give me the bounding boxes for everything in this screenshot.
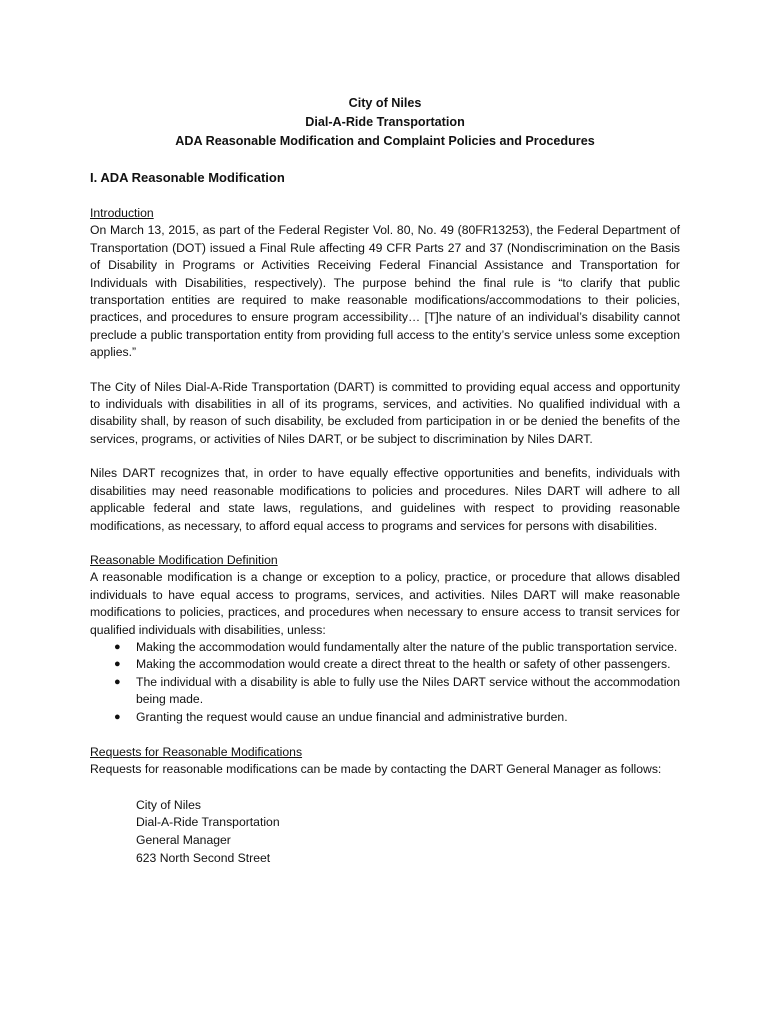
title-line-3: ADA Reasonable Modification and Complaint Policies and Procedures: [175, 134, 595, 148]
contact-address: [90, 797, 680, 867]
bullet-icon: ●: [114, 710, 121, 723]
list-item-text: Making the accommodation would fundamentally alter the nature of the public transportation service.: [136, 639, 678, 654]
definition-paragraph: A reasonable modification is a change or exception to a policy, practice, or procedure that allows disabled individuals to have equal access to programs, services, and activities. Niles DART will make reasonable modifications to policies, practices, and procedures when necessary to ensure access to transit services for qualified individuals with disabilities, unless:: [90, 570, 680, 637]
definition-subheading: Reasonable Modification Definition: [90, 552, 278, 567]
bullet-icon: ●: [114, 640, 121, 653]
list-item-text: The individual with a disability is able to fully use the Niles DART service without the accommodation being made.: [136, 674, 680, 707]
list-item: [114, 656, 680, 673]
requests-subheading: Requests for Reasonable Modifications: [90, 744, 303, 759]
list-item: [114, 639, 680, 656]
address-line: General Manager: [136, 832, 231, 847]
list-item-text: Granting the request would cause an undue financial and administrative burden.: [136, 709, 568, 724]
list-item: [114, 709, 680, 726]
exception-list: [90, 639, 680, 726]
recognition-paragraph: Niles DART recognizes that, in order to have equally effective opportunities and benefits, individuals with disabilities may need reasonable modifications to policies and procedures. Niles DART will adhere to all applicable federal and state laws, regulations, and guidelines with respect to providing reasonable modifications, as necessary, to afford equal access to programs and services for persons with disabilities.: [90, 466, 680, 533]
introduction-subheading: Introduction: [90, 206, 154, 220]
bullet-icon: ●: [114, 675, 121, 688]
requests-paragraph: Requests for reasonable modifications can be made by contacting the DART General Manager as follows:: [90, 762, 662, 777]
list-item-text: Making the accommodation would create a direct threat to the health or safety of other passengers.: [136, 657, 671, 672]
address-line: Dial-A-Ride Transportation: [136, 815, 280, 830]
title-line-1: City of Niles: [348, 96, 422, 110]
address-line: 623 North Second Street: [136, 850, 271, 865]
bullet-icon: ●: [114, 658, 121, 671]
document-title: [90, 94, 680, 151]
address-line: City of Niles: [136, 797, 202, 812]
introduction-paragraph: On March 13, 2015, as part of the Federal Register Vol. 80, No. 49 (80FR13253), the Federal Department of Transportation (DOT) issued a Final Rule affecting 49 CFR Parts 27 and 37 (Nondiscrimination on the Basis of Disability in Programs or Activities Receiving Federal Financial Assistance and Transportation for Individuals with Disabilities, respectively). The purpose behind the final rule is “to clarify that public transportation entities are required to make reasonable modifications/accommodations to their policies, practices, and procedures to ensure program accessibility… [T]he nature of an individual’s disability cannot preclude a public transportation entity from providing full access to the entity’s service unless some exception applies.”: [90, 223, 680, 360]
commitment-paragraph: The City of Niles Dial-A-Ride Transportation (DART) is committed to providing equal access and opportunity to individuals with disabilities in all of its programs, services, and activities. No qualified individual with a disability shall, by reason of such disability, be excluded from participation in or be denied the benefits of the services, programs, or activities of Niles DART, or be subject to discrimination by Niles DART.: [90, 379, 680, 446]
section-heading: I. ADA Reasonable Modification: [90, 170, 285, 185]
list-item: [114, 674, 680, 709]
title-line-2: Dial-A-Ride Transportation: [305, 115, 465, 129]
document-content: [90, 94, 680, 867]
